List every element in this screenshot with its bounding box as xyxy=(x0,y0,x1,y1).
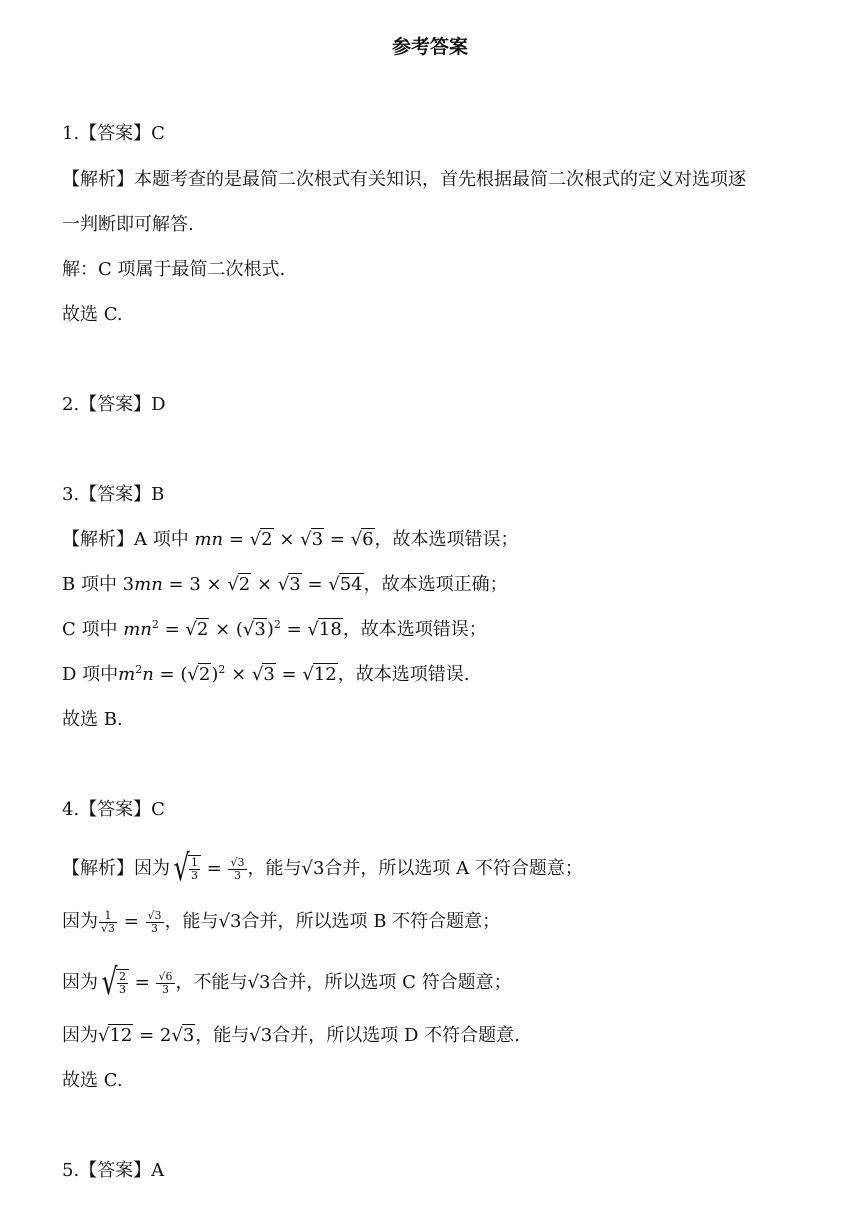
q4-analysis-line-2 xyxy=(62,908,500,936)
q4-line3-formula: √ $\frac{2}{3}$ = $\frac{√6}{3}$ xyxy=(101,962,173,1003)
q4-line2-prefix: 因为 xyxy=(62,911,98,932)
q4-line4-formula: √12 = 2√3 xyxy=(98,1025,195,1046)
q4-line2-suffix: ，能与√3合并，所以选项 B 不符合题意； xyxy=(164,911,501,932)
q4-line4-prefix: 因为 xyxy=(62,1025,98,1046)
q4-line2-formula: $\frac{1}{√3}$ = $\frac{√3}{3}$ xyxy=(101,908,162,935)
q4-line4-suffix: ，能与√3合并，所以选项 D 不符合题意. xyxy=(195,1025,520,1046)
q3-line3-prefix: C 项中 xyxy=(62,619,124,640)
q1-conclusion: 故选 C. xyxy=(62,304,123,325)
q4-analysis-line-4 xyxy=(62,1022,520,1050)
q3-line1-suffix: ，故本选项错误； xyxy=(374,529,519,550)
q3-conclusion: 故选 B. xyxy=(62,709,123,730)
q3-line2-formula: 3mn = 3 × √2 × √3 = √54 xyxy=(122,574,363,595)
q1-analysis: 【解析】本题考查的是最简二次根式有关知识，首先根据最简二次根式的定义对选项逐 xyxy=(62,169,746,190)
q4-line3-suffix: ，不能与√3合并，所以选项 C 符合题意； xyxy=(175,972,512,993)
q1-solution: 解：C 项属于最简二次根式. xyxy=(62,259,286,280)
q4-line3-prefix: 因为 xyxy=(62,972,98,993)
q3-line4-prefix: D 项中 xyxy=(62,664,119,685)
q3-analysis-line-2 xyxy=(62,571,508,599)
page-title: 参考答案 xyxy=(391,36,468,58)
q4-conclusion: 故选 C. xyxy=(62,1070,123,1091)
q3-line4-formula: $m^2n = (√2)^2 \times √3 = √12$ xyxy=(118,663,337,685)
q3-line3-suffix: ，故本选项错误； xyxy=(342,619,487,640)
q4-answer: 4.【答案】C xyxy=(62,799,165,820)
q5-answer: 5.【答案】A xyxy=(62,1160,165,1181)
q4-analysis-line-3 xyxy=(62,962,512,1003)
q3-line1-formula: mn = √2 × √3 = √6 xyxy=(194,529,374,550)
q4-line1-formula: √ $\frac{1}{3}$ = $\frac{√3}{3}$ xyxy=(173,848,245,889)
q3-line1-prefix: 【解析】A 项中 xyxy=(62,529,195,550)
q3-line4-suffix: ，故本选项错误. xyxy=(337,664,470,685)
q2-answer: 2.【答案】D xyxy=(62,394,166,415)
q3-analysis-line-3 xyxy=(62,616,487,644)
q1-analysis-cont: 一判断即可解答. xyxy=(62,214,194,235)
q1-answer: 1.【答案】C xyxy=(62,123,165,144)
q4-line1-suffix: ，能与√3合并，所以选项 A 不符合题意； xyxy=(247,858,583,879)
q3-answer: 3.【答案】B xyxy=(62,484,165,505)
q3-line2-prefix: B 项中 xyxy=(62,574,123,595)
q4-analysis-line-1 xyxy=(62,848,583,889)
q3-line2-suffix: ，故本选项正确； xyxy=(363,574,508,595)
q3-analysis-line-1 xyxy=(62,526,519,554)
q3-analysis-line-4 xyxy=(62,661,469,689)
q4-line1-prefix: 【解析】因为 xyxy=(62,858,170,879)
q3-line3-formula: $mn^2 = √2 \times (√3)^2 = √18$ xyxy=(123,618,342,640)
